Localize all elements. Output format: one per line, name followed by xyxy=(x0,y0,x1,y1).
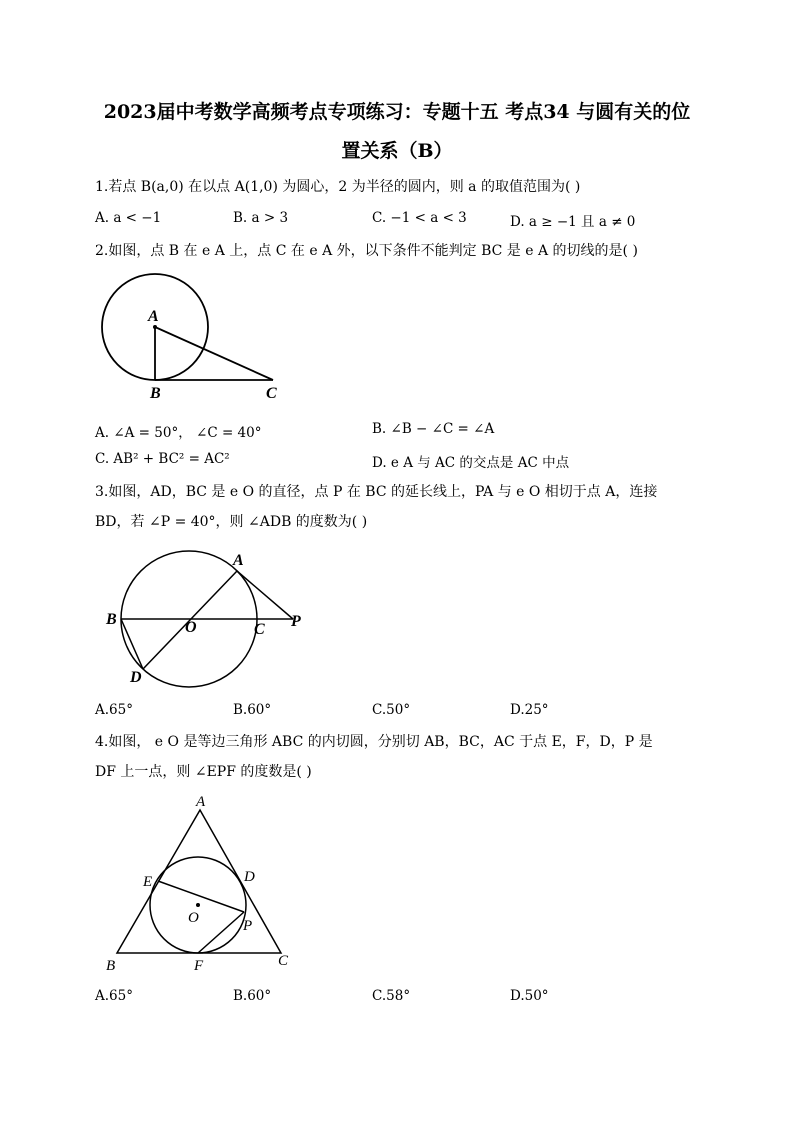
question-2-stem: 2.如图，点 B 在 e A 上，点 C 在 e A 外，以下条件不能判定 BC 是 e A 的切线的是( ) xyxy=(95,243,638,259)
question-3-stem-line-2: BD，若 ∠P = 40°，则 ∠ADB 的度数为( ) xyxy=(95,514,368,530)
q4-label-c: C xyxy=(278,953,289,969)
q2-center-dot xyxy=(153,325,157,329)
question-4-stem-line-2: DF 上一点，则 ∠EPF 的度数是( ) xyxy=(95,764,312,780)
q3-label-b: B xyxy=(106,611,117,628)
q2-option-b: B. ∠B − ∠C = ∠A xyxy=(372,421,495,437)
question-4-stem-line-1: 4.如图， e O 是等边三角形 ABC 的内切圆，分别切 AB，BC，AC 于点 E，F，D，P 是 xyxy=(95,734,653,750)
q3-label-c: C xyxy=(254,621,265,638)
q3-figure xyxy=(100,548,310,693)
question-3-stem-line-1: 3.如图，AD，BC 是 e O 的直径，点 P 在 BC 的延长线上，PA 与 e O 相切于点 A，连接 xyxy=(95,484,658,500)
q4-label-o: O xyxy=(188,910,199,926)
q1-option-c: C. −1 < a < 3 xyxy=(372,210,467,226)
q2-label-b: B xyxy=(150,385,161,402)
q2-segment-ac xyxy=(155,327,273,380)
q3-option-b: B.60° xyxy=(233,702,272,718)
q4-label-b: B xyxy=(106,958,116,974)
q4-label-a: A xyxy=(196,794,206,810)
q1-option-a: A. a < −1 xyxy=(95,210,162,226)
q4-segment-ep xyxy=(158,881,244,912)
q4-option-d: D.50° xyxy=(510,988,549,1004)
q4-label-f: F xyxy=(194,958,204,974)
q2-option-a: A. ∠A = 50°， ∠C = 40° xyxy=(95,425,262,441)
question-1-stem: 1.若点 B(a,0) 在以点 A(1,0) 为圆心，2 为半径的圆内，则 a 的取值范围为( ) xyxy=(95,179,581,195)
q3-label-d: D xyxy=(130,669,142,686)
q1-option-d: D. a ≥ −1 且 a ≠ 0 xyxy=(510,214,636,230)
q3-option-d: D.25° xyxy=(510,702,549,718)
q4-label-e: E xyxy=(143,874,153,890)
q2-option-c: C. AB² + BC² = AC² xyxy=(95,451,230,467)
q4-option-a: A.65° xyxy=(95,988,133,1004)
q4-option-b: B.60° xyxy=(233,988,272,1004)
q4-option-c: C.58° xyxy=(372,988,411,1004)
q3-option-c: C.50° xyxy=(372,702,411,718)
q2-figure xyxy=(90,270,290,405)
q2-label-c: C xyxy=(266,385,277,402)
q3-option-a: A.65° xyxy=(95,702,133,718)
q4-label-p: P xyxy=(243,918,253,934)
q3-tangent-pa xyxy=(237,571,293,619)
page-title-line-1: 2023届中考数学高频考点专项练习：专题十五 考点34 与圆有关的位 xyxy=(103,101,691,123)
q2-option-d: D. e A 与 AC 的交点是 AC 中点 xyxy=(372,455,570,471)
q3-label-o: O xyxy=(185,619,197,636)
page-title-line-2: 置关系（B） xyxy=(341,140,453,162)
q3-label-p: P xyxy=(291,613,301,630)
q2-label-a: A xyxy=(148,308,159,325)
q4-triangle-abc xyxy=(117,810,281,953)
q3-segment-bd xyxy=(121,619,143,669)
q1-option-b: B. a > 3 xyxy=(233,210,289,226)
q4-label-d: D xyxy=(244,869,255,885)
q4-center-dot xyxy=(196,903,200,907)
q3-label-a: A xyxy=(233,552,244,569)
q4-figure xyxy=(100,790,300,975)
